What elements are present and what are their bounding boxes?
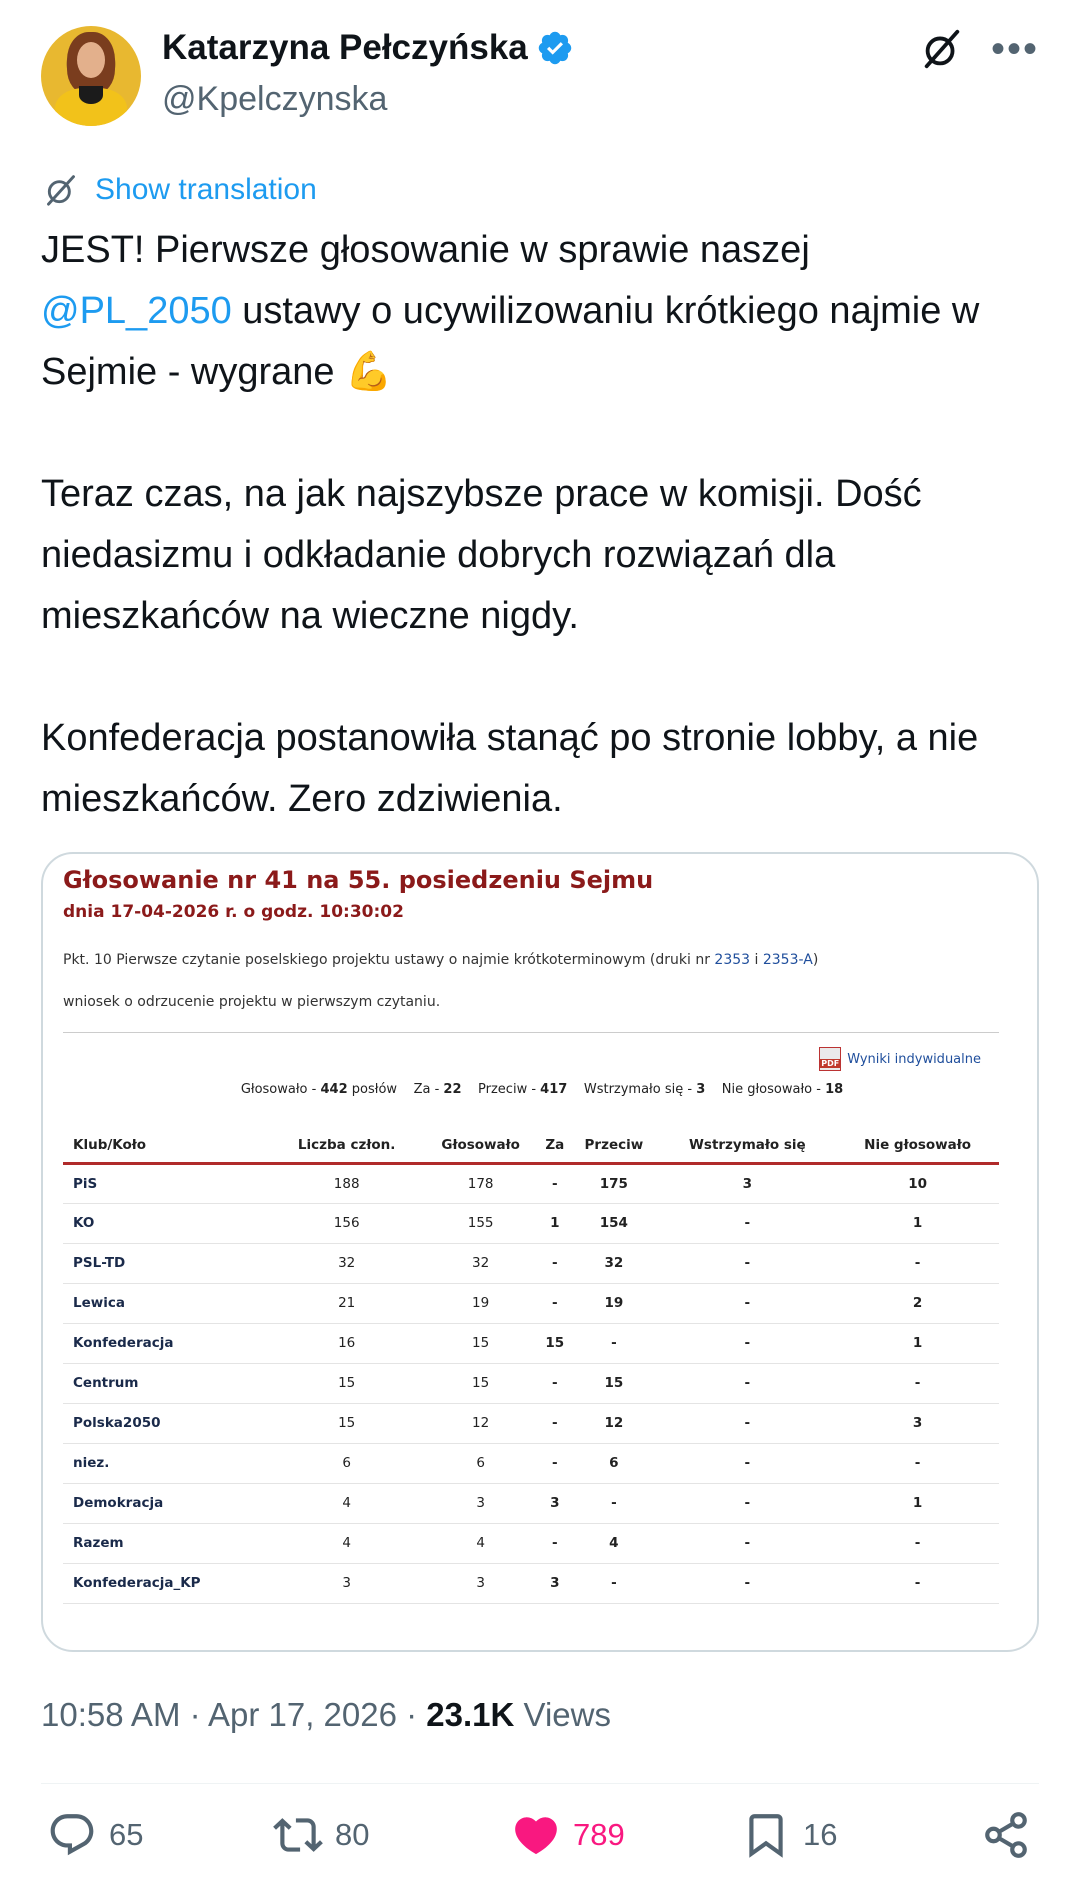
club-name-cell: niez. — [63, 1443, 272, 1483]
table-cell: - — [540, 1443, 569, 1483]
tweet-actions — [41, 1810, 1039, 1882]
table-cell: 4 — [272, 1483, 420, 1523]
table-cell: 188 — [272, 1163, 420, 1203]
table-cell: - — [540, 1243, 569, 1283]
table-cell: 4 — [272, 1523, 420, 1563]
table-cell: 3 — [659, 1163, 837, 1203]
table-cell: - — [569, 1483, 658, 1523]
table-cell: - — [569, 1563, 658, 1603]
club-name-cell: Razem — [63, 1523, 272, 1563]
views-count: 23.1K — [426, 1696, 515, 1733]
table-cell: 154 — [569, 1203, 658, 1243]
table-row — [63, 1283, 999, 1323]
table-cell: 32 — [421, 1243, 541, 1283]
table-cell: 12 — [421, 1403, 541, 1443]
club-name-cell: KO — [63, 1203, 272, 1243]
tweet-meta: 10:58 AM · Apr 17, 2026 · 23.1K Views — [41, 1696, 611, 1733]
club-name-cell: Polska2050 — [63, 1403, 272, 1443]
table-cell: 4 — [569, 1523, 658, 1563]
table-row — [63, 1523, 999, 1563]
table-cell: - — [540, 1363, 569, 1403]
club-name-cell: Konfederacja — [63, 1323, 272, 1363]
col-not-voted: Nie głosowało — [836, 1129, 999, 1163]
table-row — [63, 1243, 999, 1283]
tweet-paragraph-1: JEST! Pierwsze głosowanie w sprawie naszej @PL_2050 ustawy o ucywilizowaniu krótkiego najmie w Sejmie - wygrane 💪 — [41, 229, 980, 393]
tweet-time[interactable]: 10:58 AM — [41, 1696, 181, 1733]
col-members: Liczba człon. — [272, 1129, 420, 1163]
vote-summary: Głosowało - 442 posłów Za - 22 Przeciw - 417 Wstrzymało się - 3 Nie głosowało - 18 — [240, 1082, 844, 1097]
actions-divider — [41, 1783, 1039, 1784]
club-name-cell: PSL-TD — [63, 1243, 272, 1283]
grok-icon[interactable] — [919, 26, 965, 72]
table-cell: 3 — [421, 1483, 541, 1523]
table-cell: 32 — [272, 1243, 420, 1283]
table-cell: 178 — [421, 1163, 541, 1203]
table-row — [63, 1363, 999, 1403]
table-cell: 19 — [569, 1283, 658, 1323]
show-translation-link[interactable] — [41, 170, 317, 210]
table-cell: 3 — [836, 1403, 999, 1443]
share-button[interactable] — [981, 1810, 1031, 1860]
header-actions — [919, 26, 1039, 72]
table-cell: - — [540, 1523, 569, 1563]
col-for: Za — [540, 1129, 569, 1163]
like-count: 789 — [573, 1817, 625, 1852]
table-cell: 6 — [272, 1443, 420, 1483]
table-cell: - — [540, 1283, 569, 1323]
table-cell: 2 — [836, 1283, 999, 1323]
pdf-icon: PDF — [819, 1047, 841, 1071]
bookmark-count: 16 — [803, 1817, 838, 1852]
reply-icon — [47, 1810, 97, 1860]
table-cell: - — [659, 1523, 837, 1563]
vote-agenda-item: Pkt. 10 Pierwsze czytanie poselskiego projektu ustawy o najmie krótkoterminowym (druki nr 2353 i 2353-A) — [63, 952, 819, 968]
table-row — [63, 1163, 999, 1203]
table-cell: 15 — [569, 1363, 658, 1403]
repost-count: 80 — [335, 1817, 370, 1852]
grok-translate-icon — [41, 170, 81, 210]
like-button[interactable] — [511, 1810, 625, 1860]
table-cell: - — [659, 1443, 837, 1483]
table-cell: - — [836, 1363, 999, 1403]
table-row — [63, 1443, 999, 1483]
table-row — [63, 1563, 999, 1603]
more-options-icon[interactable]: ••• — [990, 27, 1039, 71]
table-cell: - — [836, 1443, 999, 1483]
table-cell: 15 — [272, 1363, 420, 1403]
col-against: Przeciw — [569, 1129, 658, 1163]
table-cell: 1 — [836, 1483, 999, 1523]
col-abstained: Wstrzymało się — [659, 1129, 837, 1163]
vote-results-table — [63, 1129, 999, 1604]
author-display-name[interactable]: Katarzyna Pełczyńska — [162, 28, 528, 67]
table-cell: - — [836, 1523, 999, 1563]
table-cell: - — [659, 1483, 837, 1523]
table-cell: 32 — [569, 1243, 658, 1283]
tweet-media-image[interactable] — [41, 852, 1039, 1652]
tweet-paragraph-2: Teraz czas, na jak najszybsze prace w komisji. Dość niedasizmu i odkładanie dobrych rozwiązań dla mieszkańców na wieczne nigdy. — [41, 473, 922, 637]
table-cell: 3 — [540, 1563, 569, 1603]
table-cell: 4 — [421, 1523, 541, 1563]
show-translation-label[interactable]: Show translation — [95, 173, 317, 206]
individual-results-link: PDF Wyniki indywidualne — [819, 1047, 981, 1071]
author-handle[interactable]: @Kpelczynska — [162, 80, 388, 118]
table-cell: 21 — [272, 1283, 420, 1323]
table-row — [63, 1403, 999, 1443]
table-cell: - — [659, 1563, 837, 1603]
reply-count: 65 — [109, 1817, 144, 1852]
table-cell: 3 — [272, 1563, 420, 1603]
table-cell: 16 — [272, 1323, 420, 1363]
vote-title: Głosowanie nr 41 na 55. posiedzeniu Sejmu — [63, 866, 654, 894]
table-cell: 15 — [421, 1323, 541, 1363]
table-cell: 175 — [569, 1163, 658, 1203]
reply-button[interactable] — [47, 1810, 143, 1860]
table-cell: 15 — [421, 1363, 541, 1403]
table-cell: 10 — [836, 1163, 999, 1203]
author-name-row[interactable] — [162, 28, 574, 68]
tweet-header — [41, 26, 1039, 136]
table-cell: 1 — [540, 1203, 569, 1243]
table-row — [63, 1203, 999, 1243]
table-cell: - — [659, 1323, 837, 1363]
club-name-cell: Demokracja — [63, 1483, 272, 1523]
table-cell: - — [836, 1563, 999, 1603]
club-name-cell: Lewica — [63, 1283, 272, 1323]
table-cell: - — [659, 1203, 837, 1243]
table-cell: 3 — [421, 1563, 541, 1603]
repost-icon — [273, 1810, 323, 1860]
views-label: Views — [523, 1696, 611, 1733]
tweet-text — [41, 220, 1041, 830]
club-name-cell: PiS — [63, 1163, 272, 1203]
club-name-cell: Centrum — [63, 1363, 272, 1403]
table-cell: - — [540, 1403, 569, 1443]
table-cell: 15 — [540, 1323, 569, 1363]
table-cell: 6 — [421, 1443, 541, 1483]
tweet-paragraph-3: Konfederacja postanowiła stanąć po stronie lobby, a nie mieszkańców. Zero zdziwienia. — [41, 717, 979, 820]
mention-link[interactable]: @PL_2050 — [41, 290, 232, 332]
table-cell: 15 — [272, 1403, 420, 1443]
club-name-cell: Konfederacja_KP — [63, 1563, 272, 1603]
col-voted: Głosowało — [421, 1129, 541, 1163]
table-cell: 1 — [836, 1203, 999, 1243]
author-avatar[interactable] — [41, 26, 141, 126]
table-header-row — [63, 1129, 999, 1163]
table-cell: 156 — [272, 1203, 420, 1243]
table-cell: 12 — [569, 1403, 658, 1443]
table-cell: 6 — [569, 1443, 658, 1483]
bookmark-button[interactable] — [741, 1810, 837, 1860]
table-cell: - — [569, 1323, 658, 1363]
table-cell: 3 — [540, 1483, 569, 1523]
verified-badge-icon — [536, 29, 574, 67]
repost-button[interactable] — [273, 1810, 369, 1860]
table-cell: 155 — [421, 1203, 541, 1243]
table-cell: - — [659, 1363, 837, 1403]
vote-motion: wniosek o odrzucenie projektu w pierwszym czytaniu. — [63, 994, 441, 1010]
table-cell: - — [540, 1163, 569, 1203]
table-cell: - — [659, 1243, 837, 1283]
table-row — [63, 1483, 999, 1523]
tweet-date[interactable]: Apr 17, 2026 — [207, 1696, 397, 1733]
col-club: Klub/Koło — [63, 1129, 272, 1163]
table-cell: 19 — [421, 1283, 541, 1323]
bookmark-icon — [741, 1810, 791, 1860]
divider — [63, 1032, 999, 1033]
heart-icon — [511, 1810, 561, 1860]
table-cell: 1 — [836, 1323, 999, 1363]
table-row — [63, 1323, 999, 1363]
table-cell: - — [836, 1243, 999, 1283]
vote-date: dnia 17-04-2026 r. o godz. 10:30:02 — [63, 902, 404, 922]
share-icon — [981, 1810, 1031, 1860]
table-cell: - — [659, 1283, 837, 1323]
table-cell: - — [659, 1403, 837, 1443]
